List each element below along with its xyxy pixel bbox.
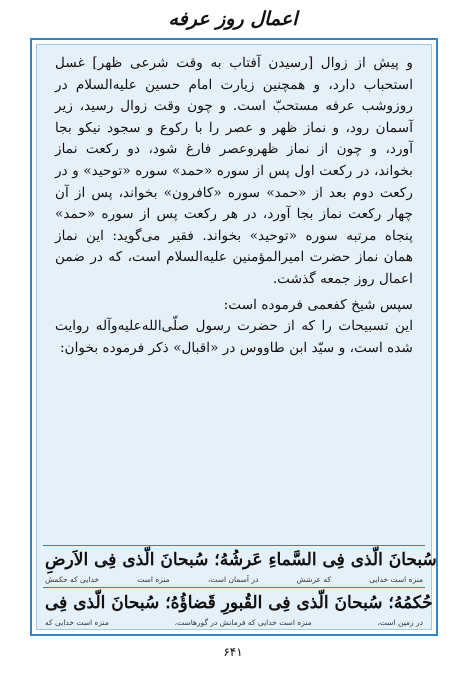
gloss-segment: منزه است	[137, 575, 170, 584]
gloss-segment: منزه است خدایی که	[45, 618, 109, 627]
gloss-segment: در آسمان است،	[207, 575, 259, 584]
paragraph-1-line: رکعت پس از سوره «حمد» پنجاه مرتبه سوره «توحید»	[55, 206, 413, 244]
paragraph-1-line: امیرالمؤمنین علیه‌السلام است، که در ضمن اعمال روز جمعه	[55, 249, 413, 287]
gloss-segment: که عرشش	[296, 575, 331, 584]
paragraph-1-line: «توحید» و در رکعت دوم بعد از «حمد» سوره «کافرون»	[55, 162, 413, 201]
arabic-middle-divider	[43, 587, 425, 588]
gloss-segment: منزه است خدایی که فرمانش در گورهاست،	[174, 618, 312, 627]
paragraph-1-line: بجا آورد، و چون از نماز ظهروعصر فارغ شود، دو رکعت	[55, 119, 413, 158]
gloss-line-2	[45, 618, 423, 627]
gloss-segment: منزه است خدایی	[369, 575, 423, 584]
paragraph-1-line: بخواند. فقیر می‌گوید: این نماز همان نماز حضرت	[55, 227, 413, 266]
arabic-line-2: حُکمُهُ؛ سُبحانَ الّذی فِی القُبورِ قَضاؤُهُ؛ سُبحانَ الّذی فِی	[45, 593, 433, 613]
paragraph-1-line: روزوشب عرفه مستحبّ است. و چون وقت زوال رسید، زیر	[55, 98, 413, 115]
paragraph-1-line: آسمان رود، و نماز ظهر و عصر را با رکوع و سجود نیکو	[78, 119, 413, 136]
arabic-line-1: سُبحانَ الّذی فِی السَّماءِ عَرشُهُ؛ سُبحانَ الّذی فِی الاَرضِ	[45, 550, 437, 570]
body-text	[55, 53, 413, 359]
paragraph-1-line: و پیش از زوال [رسیدن آفتاب به وقت شرعی ظهر] غسل	[55, 55, 413, 71]
paragraph-1	[55, 53, 413, 291]
gloss-segment: خدایی که حکمش	[45, 575, 100, 584]
paragraph-2-line: این تسبیحات را که از حضرت رسول صلّی‌الله‌علیه‌وآله روایت شده	[55, 318, 413, 356]
text-frame	[30, 38, 438, 636]
paragraph-1-line: استحباب دارد، و همچنین زیارت امام حسین علیه‌السلام در	[55, 76, 413, 93]
paragraph-1-line: گذشت.	[272, 270, 316, 287]
text-panel	[36, 44, 437, 630]
page-number: ۶۴۱	[223, 645, 243, 659]
arabic-top-divider	[43, 545, 425, 546]
page-header: اعمال روز عرفه	[168, 8, 298, 30]
gloss-segment: در زمین است،	[377, 618, 423, 627]
paragraph-1-line: نماز بخواند، در رکعت اول پس از سوره «حمد» سوره	[55, 141, 413, 179]
paragraph-2-line: است، و سیّد ابن طاووس در «اقبال» ذکر فرموده بخوان:	[59, 339, 383, 356]
paragraph-2-line: سپس شیخ کفعمی فرموده است:	[223, 296, 413, 313]
paragraph-2	[55, 295, 413, 360]
paragraph-1-line: بخواند، پس از آن چهار رکعت نماز بجا آورد، در هر	[55, 184, 414, 223]
gloss-line-1	[45, 575, 423, 584]
